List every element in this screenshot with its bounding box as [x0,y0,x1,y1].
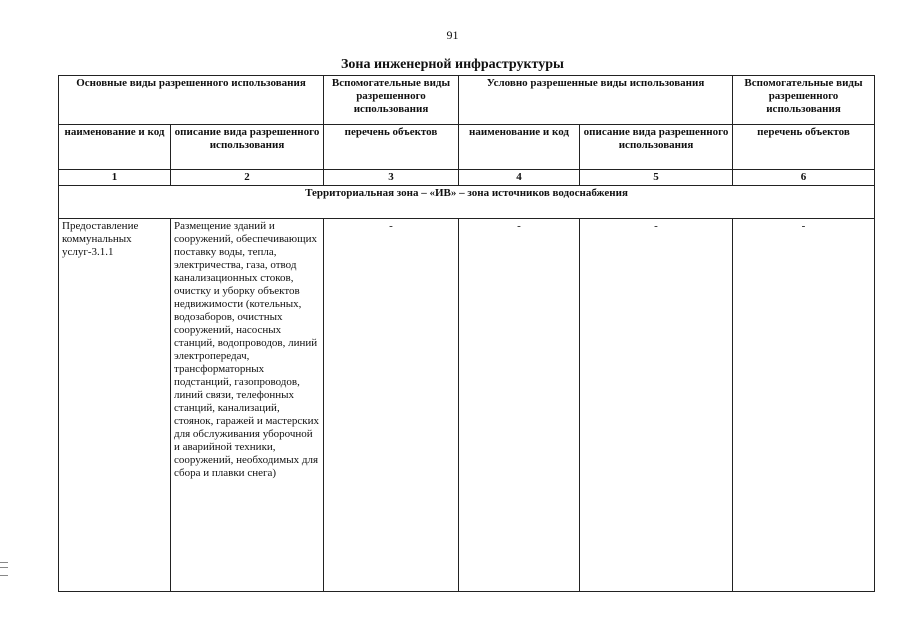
column-number: 6 [733,170,875,186]
column-number: 2 [171,170,324,186]
binding-margin-mark [0,562,8,576]
header-conditional-uses: Условно разрешенные виды использования [459,76,733,125]
column-number: 3 [324,170,459,186]
column-number: 5 [580,170,733,186]
column-number: 4 [459,170,580,186]
header-auxiliary-uses: Вспомогательные виды разрешенного использования [324,76,459,125]
conditional-description: - [580,219,733,592]
page-number: 91 [446,28,459,42]
header-objects-list: перечень объектов [324,125,459,170]
page-title: Зона инженерной инфраструктуры [341,57,564,72]
conditional-name-code: - [459,219,580,592]
auxiliary-objects: - [324,219,459,592]
column-number-row [59,170,875,186]
use-description: Размещение зданий и сооружений, обеспечивающих поставку воды, тепла, электричества, газа, отвод канализационных стоков, очистку и уборку объектов недвижимости (котельных, водозаборов, очистных сооружений, насосных станций, водопроводов, линий электропередач, трансформаторных подстанций, газопроводов, линий связи, телефонных станций, канализаций, стоянок, гаражей и мастерских для обслуживания уборочной и аварийной техники, сооружений, необходимых для сбора и плавки снега) [171,219,324,592]
header-main-uses: Основные виды разрешенного использования [59,76,324,125]
zone-heading: Территориальная зона – «ИВ» – зона источников водоснабжения [59,186,875,219]
table-row [59,219,875,592]
header-description-2: описание вида разрешенного использования [580,125,733,170]
header-column-row [59,125,875,170]
header-objects-list-2: перечень объектов [733,125,875,170]
header-name-code: наименование и код [59,125,171,170]
conditional-objects: - [733,219,875,592]
zone-heading-row [59,186,875,219]
header-description: описание вида разрешенного использования [171,125,324,170]
header-auxiliary-uses-2: Вспомогательные виды разрешенного использования [733,76,875,125]
header-group-row [59,76,875,125]
column-number: 1 [59,170,171,186]
header-name-code-2: наименование и код [459,125,580,170]
land-use-table [58,75,875,592]
use-name-code: Предоставление коммунальных услуг-3.1.1 [59,219,171,592]
